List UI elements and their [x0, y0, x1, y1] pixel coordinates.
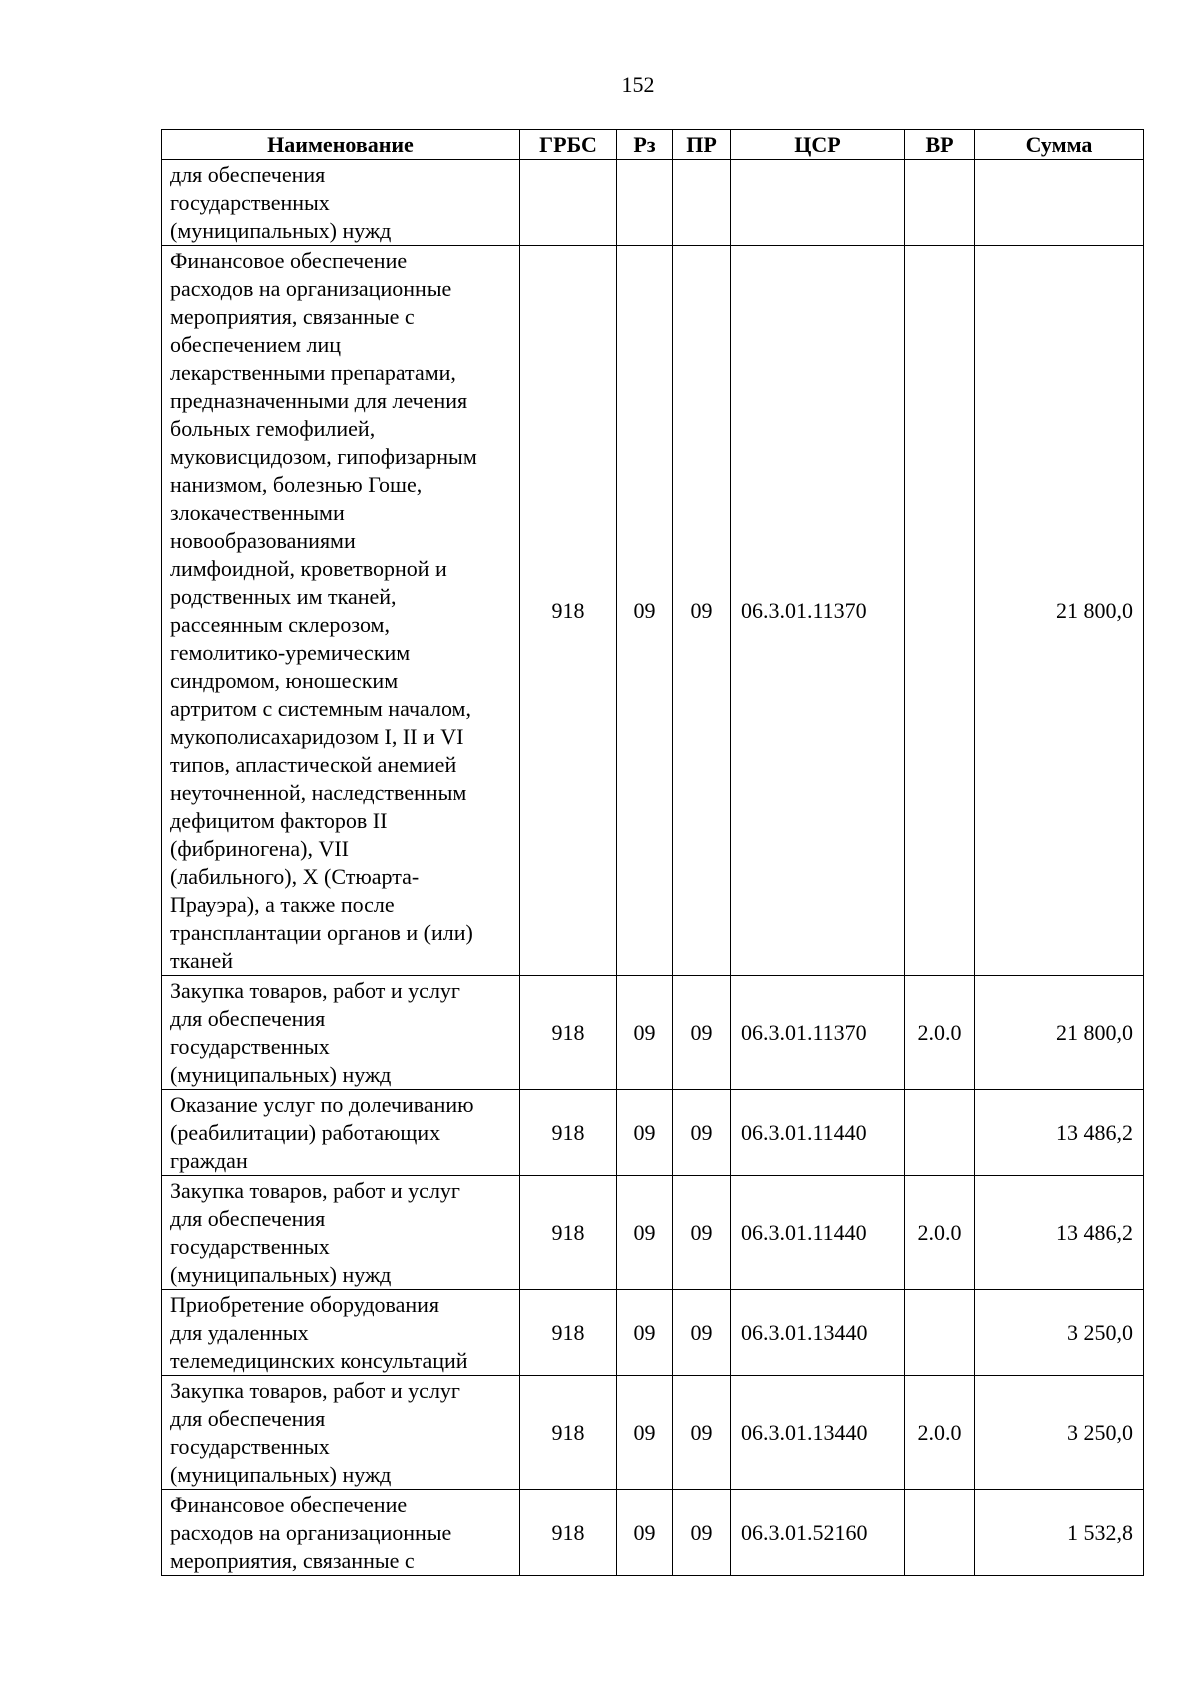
- cell-name-line: тканей: [170, 948, 234, 973]
- cell-name: [162, 160, 520, 246]
- cell-name-line: для обеспечения: [170, 1206, 326, 1231]
- cell-name-line: злокачественными: [170, 500, 345, 525]
- cell-name-line: новообразованиями: [170, 528, 356, 553]
- table-row: [162, 1376, 1144, 1490]
- cell-name-line: мероприятия, связанные с: [170, 1548, 415, 1573]
- cell-name-line: государственных: [170, 190, 330, 215]
- cell-name-line: расходов на организационные: [170, 1520, 452, 1545]
- cell-name-line: Закупка товаров, работ и услуг: [170, 1378, 460, 1403]
- table-body: [162, 160, 1144, 1576]
- cell-name-line: (фибриногена), VII: [170, 836, 349, 861]
- cell-grbs: [520, 160, 617, 246]
- table-row: [162, 976, 1144, 1090]
- cell-name-line: Прауэра), а также после: [170, 892, 395, 917]
- cell-name-line: типов, апластической анемией: [170, 752, 457, 777]
- cell-pr: 09: [673, 976, 731, 1090]
- cell-csr: 06.3.01.13440: [731, 1376, 905, 1490]
- cell-csr: [731, 160, 905, 246]
- cell-name-line: гемолитико-уремическим: [170, 640, 411, 665]
- cell-sum: 3 250,0: [975, 1290, 1144, 1376]
- budget-table-container: [161, 129, 1144, 1576]
- table-row: [162, 246, 1144, 976]
- cell-rz: 09: [617, 246, 673, 976]
- cell-name-line: артритом с системным началом,: [170, 696, 471, 721]
- cell-name-line: Приобретение оборудования: [170, 1292, 440, 1317]
- cell-name-line: больных гемофилией,: [170, 416, 376, 441]
- cell-name-line: Закупка товаров, работ и услуг: [170, 1178, 460, 1203]
- cell-vr: 2.0.0: [905, 976, 975, 1090]
- cell-grbs: 918: [520, 246, 617, 976]
- cell-grbs: 918: [520, 976, 617, 1090]
- header-grbs: ГРБС: [520, 130, 617, 160]
- cell-csr: 06.3.01.13440: [731, 1290, 905, 1376]
- cell-name-line: рассеянным склерозом,: [170, 612, 390, 637]
- cell-name: [162, 1290, 520, 1376]
- header-vr: ВР: [905, 130, 975, 160]
- cell-csr: 06.3.01.11370: [731, 976, 905, 1090]
- cell-name-line: лекарственными препаратами,: [170, 360, 456, 385]
- cell-rz: [617, 160, 673, 246]
- header-sum: Сумма: [975, 130, 1144, 160]
- cell-pr: 09: [673, 1290, 731, 1376]
- cell-name-line: синдромом, юношеским: [170, 668, 399, 693]
- cell-sum: 21 800,0: [975, 976, 1144, 1090]
- table-row: [162, 160, 1144, 246]
- cell-name-line: нанизмом, болезнью Гоше,: [170, 472, 423, 497]
- cell-rz: 09: [617, 976, 673, 1090]
- table-header-row: [162, 130, 1144, 160]
- header-pr: ПР: [673, 130, 731, 160]
- cell-csr: 06.3.01.52160: [731, 1490, 905, 1576]
- cell-name: [162, 246, 520, 976]
- cell-name: [162, 1090, 520, 1176]
- cell-vr: [905, 1490, 975, 1576]
- cell-rz: 09: [617, 1376, 673, 1490]
- cell-sum: 13 486,2: [975, 1090, 1144, 1176]
- cell-name-line: для обеспечения: [170, 1006, 326, 1031]
- cell-rz: 09: [617, 1176, 673, 1290]
- cell-pr: 09: [673, 1090, 731, 1176]
- cell-rz: 09: [617, 1090, 673, 1176]
- cell-name-line: для обеспечения: [170, 1406, 326, 1431]
- cell-name-line: (лабильного), X (Стюарта-: [170, 864, 420, 889]
- cell-name-line: (реабилитации) работающих: [170, 1120, 441, 1145]
- cell-name-line: телемедицинских консультаций: [170, 1348, 468, 1373]
- cell-name-line: (муниципальных) нужд: [170, 218, 392, 243]
- cell-grbs: 918: [520, 1290, 617, 1376]
- cell-name-line: для удаленных: [170, 1320, 309, 1345]
- cell-name-line: мукополисахаридозом I, II и VI: [170, 724, 464, 749]
- table-row: [162, 1290, 1144, 1376]
- cell-vr: [905, 1290, 975, 1376]
- header-rz: Рз: [617, 130, 673, 160]
- cell-sum: 1 532,8: [975, 1490, 1144, 1576]
- cell-name: [162, 1376, 520, 1490]
- cell-grbs: 918: [520, 1376, 617, 1490]
- cell-name-line: предназначенными для лечения: [170, 388, 468, 413]
- cell-grbs: 918: [520, 1490, 617, 1576]
- page-number: 152: [621, 72, 655, 97]
- cell-vr: [905, 246, 975, 976]
- cell-vr: [905, 1090, 975, 1176]
- cell-grbs: 918: [520, 1090, 617, 1176]
- cell-name-line: мероприятия, связанные с: [170, 304, 415, 329]
- cell-pr: 09: [673, 1376, 731, 1490]
- cell-name-line: (муниципальных) нужд: [170, 1462, 392, 1487]
- cell-pr: [673, 160, 731, 246]
- cell-csr: 06.3.01.11440: [731, 1090, 905, 1176]
- cell-name: [162, 1176, 520, 1290]
- header-name: Наименование: [162, 130, 520, 160]
- cell-name-line: граждан: [170, 1148, 248, 1173]
- cell-name-line: государственных: [170, 1434, 330, 1459]
- cell-name-line: Финансовое обеспечение: [170, 1492, 408, 1517]
- cell-name-line: Оказание услуг по долечиванию: [170, 1092, 474, 1117]
- table-row: [162, 1090, 1144, 1176]
- cell-sum: 13 486,2: [975, 1176, 1144, 1290]
- cell-pr: 09: [673, 1490, 731, 1576]
- cell-sum: [975, 160, 1144, 246]
- cell-name-line: для обеспечения: [170, 162, 326, 187]
- cell-name-line: обеспечением лиц: [170, 332, 342, 357]
- cell-vr: [905, 160, 975, 246]
- cell-rz: 09: [617, 1490, 673, 1576]
- cell-sum: 21 800,0: [975, 246, 1144, 976]
- cell-vr: 2.0.0: [905, 1376, 975, 1490]
- cell-name: [162, 1490, 520, 1576]
- cell-name-line: государственных: [170, 1234, 330, 1259]
- cell-pr: 09: [673, 246, 731, 976]
- cell-pr: 09: [673, 1176, 731, 1290]
- cell-sum: 3 250,0: [975, 1376, 1144, 1490]
- cell-name-line: лимфоидной, кроветворной и: [170, 556, 447, 581]
- cell-grbs: 918: [520, 1176, 617, 1290]
- cell-rz: 09: [617, 1290, 673, 1376]
- table-row: [162, 1176, 1144, 1290]
- cell-name-line: Финансовое обеспечение: [170, 248, 408, 273]
- cell-name-line: муковисцидозом, гипофизарным: [170, 444, 477, 469]
- header-csr: ЦСР: [731, 130, 905, 160]
- cell-name-line: трансплантации органов и (или): [170, 920, 473, 945]
- cell-name-line: расходов на организационные: [170, 276, 452, 301]
- cell-csr: 06.3.01.11370: [731, 246, 905, 976]
- cell-name-line: неуточненной, наследственным: [170, 780, 467, 805]
- cell-name: [162, 976, 520, 1090]
- cell-name-line: родственных им тканей,: [170, 584, 397, 609]
- table-row: [162, 1490, 1144, 1576]
- cell-name-line: государственных: [170, 1034, 330, 1059]
- cell-name-line: Закупка товаров, работ и услуг: [170, 978, 460, 1003]
- cell-csr: 06.3.01.11440: [731, 1176, 905, 1290]
- budget-table: [161, 129, 1144, 1576]
- cell-name-line: (муниципальных) нужд: [170, 1062, 392, 1087]
- cell-name-line: дефицитом факторов II: [170, 808, 388, 833]
- cell-name-line: (муниципальных) нужд: [170, 1262, 392, 1287]
- cell-vr: 2.0.0: [905, 1176, 975, 1290]
